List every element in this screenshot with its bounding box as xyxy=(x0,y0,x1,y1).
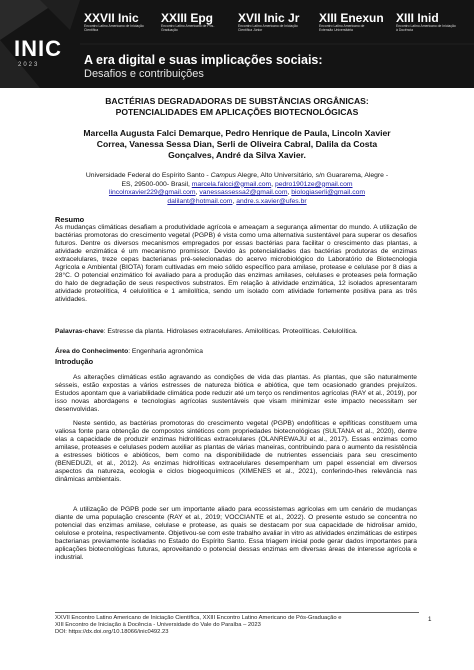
email-link[interactable]: marcela.falcci@gmail.com xyxy=(191,180,272,188)
slogan-title: A era digital e suas implicações sociais: xyxy=(84,53,323,67)
edition-inic xyxy=(84,12,144,32)
paper-title xyxy=(60,96,414,117)
email-separator: , xyxy=(232,197,237,205)
affiliation-line-1 xyxy=(70,172,404,181)
affiliation-institution: Universidade Federal do Espírito Santo - xyxy=(85,172,211,179)
authors-line-2: Correa, Vanessa Sessa Dian, Serli de Oliveira Cabral, Dalila da Costa xyxy=(96,138,378,149)
affiliation xyxy=(70,172,404,206)
keywords-text: : Estresse da planta. Hidrolases extracelulares. Amilolíticas. Proteolíticas. Celulolítica. xyxy=(103,328,358,335)
edition-inic-name: XXVII Inic xyxy=(84,11,139,25)
email-link[interactable]: dalilant@hotmail.com xyxy=(167,197,233,205)
email-link[interactable]: pedro1901ze@gmail.com xyxy=(274,180,353,188)
footer-line-1: XXVII Encontro Latino Americano de Iniciação Científica, XXIII Encontro Latino Americano de Pós-Graduação e xyxy=(55,615,342,621)
edition-inic-sub: Encontro Latino Americano de Iniciação Científica xyxy=(84,24,144,32)
inic-logo-year: 2023 xyxy=(18,62,40,68)
email-separator: , xyxy=(195,189,200,197)
paper-title-line-2: POTENCIALIDADES EM APLICAÇÕES BIOTECNOLÓGICAS xyxy=(115,106,359,117)
intro-paragraph-2: Neste sentido, as bactérias promotoras do crescimento vegetal (PGPB) endofíticas e epifíticas constituem uma valiosa fonte para obtenção de compostos sintéticos com propriedades biotecnológicas (SULTANA et al., 2020), dentre elas a capacidade de produzir enzimas hidrolíticas extracelulares (OLANREWAJU et al., 2017). Essas enzimas como amilase, proteases e celulases podem auxiliar as plantas de várias maneiras, contribuindo para o aumento da resistência a estresses bióticos e abióticos, bem como na disponibilidade de nutrientes essenciais para seu crescimento (BENEDUZI, et al., 2012). As enzimas hidrolíticas extracelulares desempenham um papel essencial em diversos aspectos da natureza, ecologia e ciclos biogeoquímicos (XIMENES et al., 2021), conferindo-lhes relevância nas dinâmicas ambientais. xyxy=(55,420,417,483)
intro-paragraph-1: As alterações climáticas estão agravando as condições de vida das plantas. As plantas, que são naturalmente sésseis, estão expostas a vários estresses de natureza biótica e abiótica, que tem ocasionado grandes prejuízos. Estudos apontam que a variabilidade climática pode reduzir até um terço os rendimentos agrícolas (RAY et al., 2019), por isso novas abordagens e tecnologias agrícolas sustentáveis que visam minimizar este impacto necessitam ser desenvolvidas. xyxy=(55,374,417,413)
edition-inid xyxy=(396,12,456,32)
affiliation-line-2 xyxy=(70,181,404,190)
knowledge-area-label: Área do Conhecimento xyxy=(55,348,129,355)
edition-enexun-name: XIII Enexun xyxy=(319,11,384,25)
page-number: 1 xyxy=(428,616,432,623)
footer-divider xyxy=(55,612,419,613)
paper-title-line-1: BACTÉRIAS DEGRADADORAS DE SUBSTÂNCIAS ORGÂNICAS: xyxy=(105,96,369,106)
event-banner xyxy=(0,0,474,88)
introduction-heading: Introdução xyxy=(55,357,94,366)
edition-enexun-sub: Encontro Latino Americano de Extensão Universitária xyxy=(319,24,365,32)
edition-inicjr-sub: Encontro Latino Americano de Iniciação Científica Júnior xyxy=(238,24,298,32)
keywords xyxy=(55,328,417,336)
knowledge-area-text: : Engenharia agronômica xyxy=(128,348,203,355)
affiliation-campus: Campus xyxy=(210,172,236,179)
affiliation-city: ES, 29500-000- Brasil, xyxy=(121,180,192,188)
email-separator: , xyxy=(271,180,275,188)
knowledge-area xyxy=(55,348,417,356)
edition-epg-name: XXIII Epg xyxy=(161,11,214,25)
email-separator: , xyxy=(287,189,292,197)
edition-enexun xyxy=(319,12,384,32)
edition-epg xyxy=(161,12,221,32)
slogan-subtitle: Desafios e contribuições xyxy=(84,68,204,80)
authors-line-3: Gonçalves, André da Silva Xavier. xyxy=(168,149,306,160)
email-link[interactable]: andre.s.xavier@ufes.br xyxy=(236,197,307,205)
inic-logo: INIC xyxy=(14,36,62,61)
abstract-text: As mudanças climáticas desafiam a produtividade agrícola e ameaçam a segurança alimentar do mundo. A utilização de bactérias promotoras do crescimento vegetal (PGPB) é vista como uma alternativa sustentável para superar os desafios futuros. Dentre os diversos mecanismos empregados por essas bactérias para facilitar o crescimento das plantas, a atividade enzimática é um mecanismo promissor. Devido às potencialidades das bactérias produtoras de enzimas extracelulares, treze cepas bacterianas pré-selecionadas do acervo microbiológico do Laboratório de Biotecnologia Agrícola e Ambiental (BIOTA) foram cultivadas em meio sólido específico para amilase, protease e celulase por 8 dias a 28°C. O potencial enzimático foi avaliado para a produção das enzimas amilases, celulases e proteases pela formação do halo de degradação de seus respectivos substratos. Em relação à atividade enzimática, 12 isolados apresentaram atividade proteolítica, 4 celulolítica e 1 amilolítica, sendo um isolado com atividade fortemente positiva para as três atividades. xyxy=(55,224,417,303)
page-footer xyxy=(55,615,425,637)
authors-line-1: Marcella Augusta Falci Demarque, Pedro Henrique de Paula, Lincoln Xavier xyxy=(83,128,391,138)
affiliation-line-3 xyxy=(70,189,404,198)
abstract-heading: Resumo xyxy=(55,215,85,224)
edition-inicjr-name: XVII Inic Jr xyxy=(238,11,300,25)
affiliation-line-4 xyxy=(70,198,404,207)
keywords-label: Palavras-chave xyxy=(55,328,104,335)
email-link[interactable]: lincolnxavier229@gmail.com xyxy=(108,189,196,197)
edition-epg-sub: Encontro Latino Americano de Pós-Graduação xyxy=(161,24,215,32)
email-link[interactable]: vanessassessa2@gmail.com xyxy=(199,189,288,197)
author-list xyxy=(56,128,418,160)
affiliation-address: Alegre, Alto Universitário, s/n Guararema, Alegre - xyxy=(235,172,389,179)
footer-doi[interactable]: DOI: https://dx.doi.org/10.18066/inic0492.23 xyxy=(55,629,169,636)
edition-inid-name: XIII Inid xyxy=(396,11,439,25)
edition-inid-sub: Encontro Latino Americano de Iniciação à Docência xyxy=(396,24,456,32)
intro-paragraph-3: A utilização de PGPB pode ser um importante aliado para ecossistemas agrícolas em um cenário de mudanças diante de uma população crescente (RAY et al., 2019; VOCCIANTE et al., 2022). O presente estudo se concentra no potencial das enzimas amilase, celulase e protease, as quais se destacam por sua capacidade de hidrolisar amido, celulose e proteína, respectivamente. Objetivou-se com este trabalho avaliar in vitro as atividades enzimáticas de estirpes bacterianas previamente isoladas no Estado do Espírito Santo. Essa triagem inicial pode gerar dados importantes para aplicações biotecnológicas futuras, aproveitando o potencial dessas enzimas em diversas áreas de interesse agrícola e industrial. xyxy=(55,506,417,561)
edition-inicjr xyxy=(238,12,299,32)
footer-line-2: XIII Encontro de Iniciação à Docência - Universidade do Vale do Paraíba – 2023 xyxy=(55,622,261,629)
email-link[interactable]: biologiaserli@gmail.com xyxy=(291,189,366,197)
